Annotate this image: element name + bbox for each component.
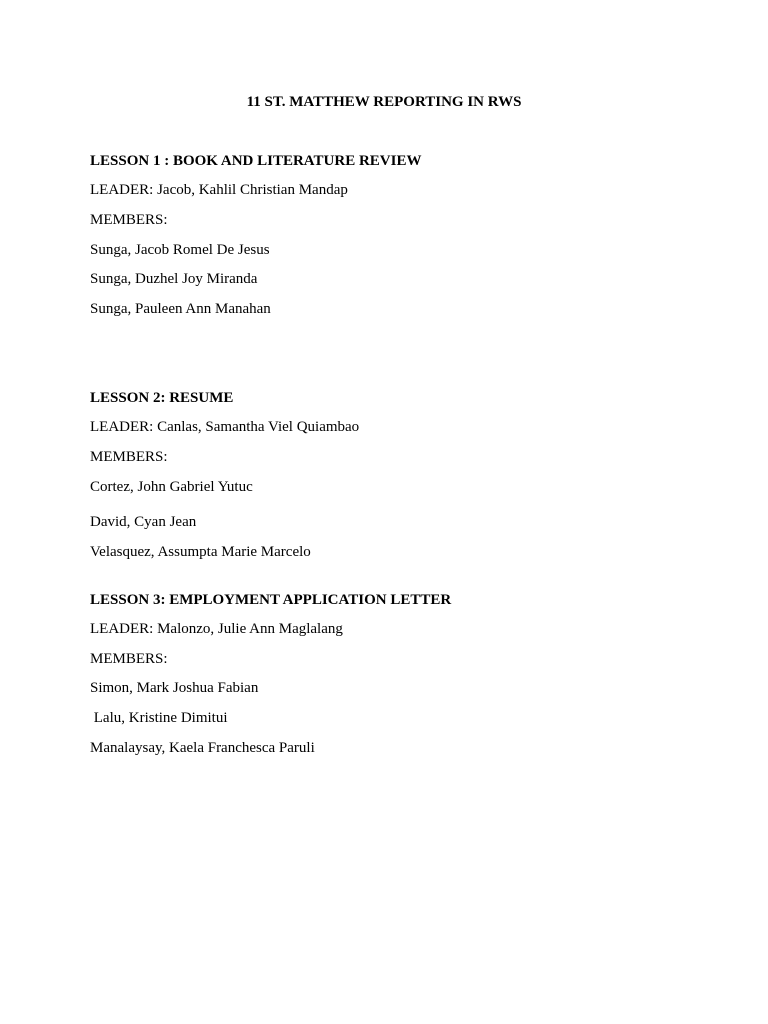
lesson-1-member: Sunga, Pauleen Ann Manahan xyxy=(90,301,271,317)
lesson-1-member: Sunga, Jacob Romel De Jesus xyxy=(90,242,270,258)
lesson-1-member: Sunga, Duzhel Joy Miranda xyxy=(90,271,258,287)
lesson-3-leader: LEADER: Malonzo, Julie Ann Maglalang xyxy=(90,621,343,637)
lesson-2-member: Velasquez, Assumpta Marie Marcelo xyxy=(90,544,311,560)
lesson-2-members-label: MEMBERS: xyxy=(90,449,168,465)
document-title: 11 ST. MATTHEW REPORTING IN RWS xyxy=(246,94,522,110)
lesson-2-heading: LESSON 2: RESUME xyxy=(90,390,234,406)
lesson-3-member: Lalu, Kristine Dimitui xyxy=(90,710,228,726)
lesson-2-leader: LEADER: Canlas, Samantha Viel Quiambao xyxy=(90,419,360,435)
lesson-2-member: David, Cyan Jean xyxy=(90,514,197,530)
lesson-3-heading: LESSON 3: EMPLOYMENT APPLICATION LETTER xyxy=(90,592,452,608)
lesson-3-members-label: MEMBERS: xyxy=(90,651,168,667)
lesson-1-members-label: MEMBERS: xyxy=(90,212,168,228)
lesson-3-member: Manalaysay, Kaela Franchesca Paruli xyxy=(90,740,315,756)
lesson-2-member: Cortez, John Gabriel Yutuc xyxy=(90,479,253,495)
lesson-1-leader: LEADER: Jacob, Kahlil Christian Mandap xyxy=(90,182,348,198)
lesson-1-heading: LESSON 1 : BOOK AND LITERATURE REVIEW xyxy=(90,153,422,169)
lesson-3-member: Simon, Mark Joshua Fabian xyxy=(90,680,259,696)
